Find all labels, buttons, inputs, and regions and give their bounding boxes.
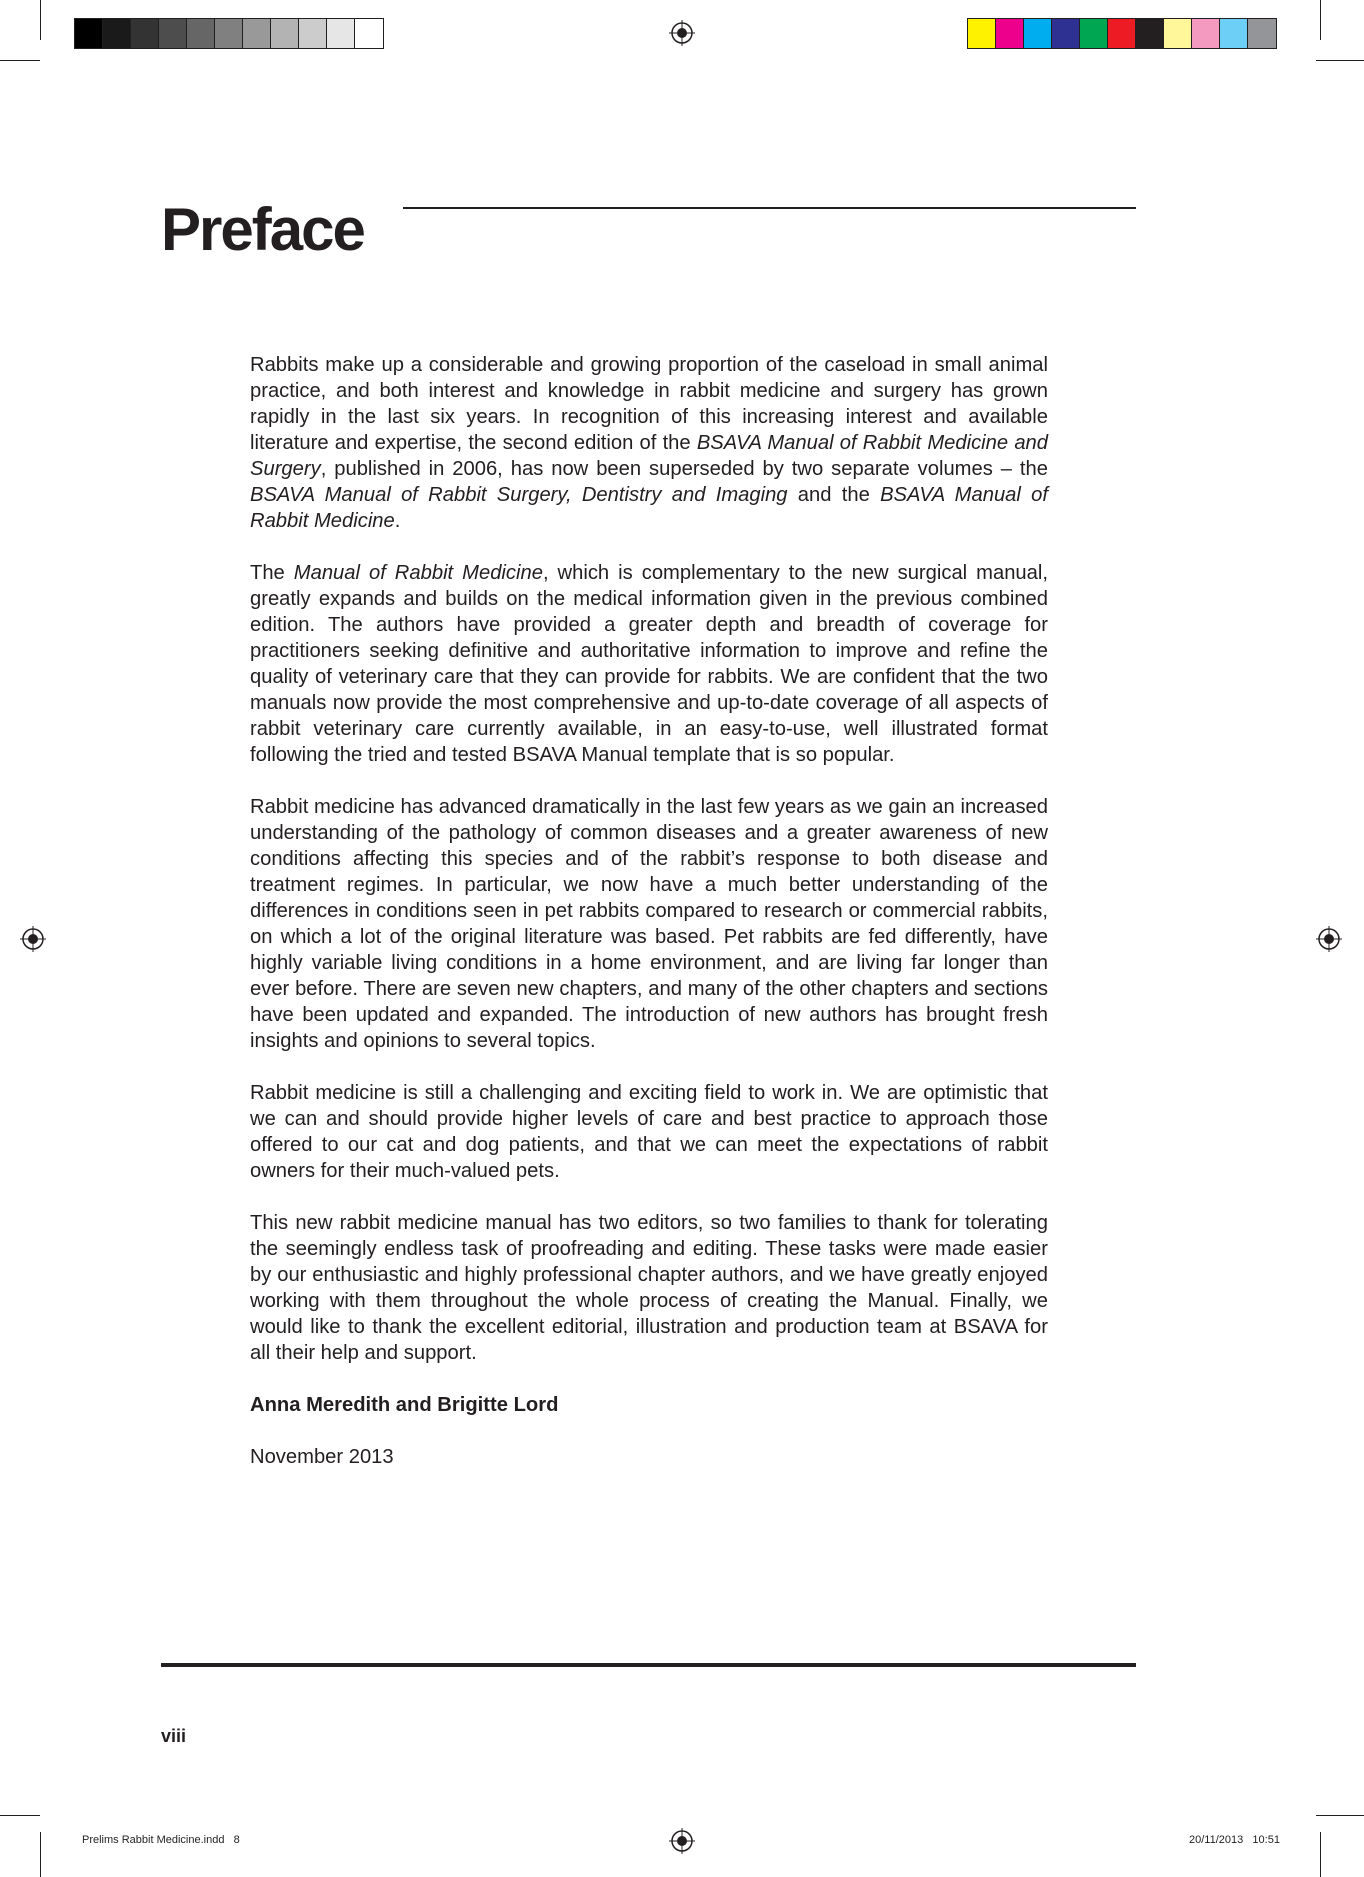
color-swatch xyxy=(1164,19,1192,48)
italic-title-run: BSAVA Manual of Rabbit Medicine xyxy=(250,484,1048,532)
color-swatch xyxy=(1052,19,1080,48)
text-run: , which is complementary to the new surgical manual, greatly expands and builds on the medical information given in the previous combined edition. The authors have provided a greater depth and breadth of coverage for practitioners seeking definitive and authoritative information to improve and refine the quality of veterinary care that they can provide for rabbits. We are confident that the two manuals now provide the most comprehensive and up-to-date coverage of all aspects of rabbit veterinary care currently available, in an easy-to-use, well illustrated format following the tried and tested BSAVA Manual template that is so popular. xyxy=(250,562,1048,766)
color-swatch xyxy=(968,19,996,48)
slug-datetime: 20/11/2013 10:51 xyxy=(1189,1834,1280,1846)
gray-swatch xyxy=(299,19,327,48)
registration-mark-icon xyxy=(669,1828,695,1854)
text-run: . xyxy=(394,510,401,532)
registration-mark-icon xyxy=(1316,926,1342,952)
grayscale-calibration-bar xyxy=(74,18,384,49)
paragraph xyxy=(250,794,1048,1054)
text-run: , published in 2006, has now been superseded by two separate volumes – the xyxy=(320,458,1048,480)
gray-swatch xyxy=(243,19,271,48)
text-run: Rabbit medicine has advanced dramatically in the last few years as we gain an increased understanding of the pathology of common diseases and a greater awareness of new conditions affecting this species and of the rabbit’s response to both disease and treatment regimes. In particular, we now have a much better understanding of the differences in conditions seen in pet rabbits compared to research or commercial rabbits, on which a lot of the original literature was based. Pet rabbits are fed differently, have highly variable living conditions in a home environment, and are living far longer than ever before. There are seven new chapters, and many of the other chapters and sections have been updated and expanded. The introduction of new authors has brought fresh insights and opinions to several topics. xyxy=(250,796,1048,1052)
gray-swatch xyxy=(159,19,187,48)
paragraph xyxy=(250,560,1048,768)
page-number: viii xyxy=(161,1726,187,1746)
italic-title-run: Manual of Rabbit Medicine xyxy=(293,562,543,584)
registration-mark-icon xyxy=(20,926,46,952)
title-rule xyxy=(403,207,1136,209)
gray-swatch xyxy=(131,19,159,48)
gray-swatch xyxy=(215,19,243,48)
color-swatch xyxy=(1136,19,1164,48)
paragraph xyxy=(250,352,1048,534)
footer-rule xyxy=(161,1663,1136,1667)
gray-swatch xyxy=(103,19,131,48)
color-swatch xyxy=(1248,19,1276,48)
color-swatch xyxy=(1024,19,1052,48)
color-swatch xyxy=(1108,19,1136,48)
text-run: Rabbit medicine is still a challenging and exciting field to work in. We are optimistic that we can and should provide higher levels of care and best practice to approach those offered to our cat and dog patients, and that we can meet the expectations of rabbit owners for their much-valued pets. xyxy=(250,1082,1048,1182)
registration-mark-icon xyxy=(669,20,695,46)
text-run: This new rabbit medicine manual has two editors, so two families to thank for tolerating the seemingly endless task of proofreading and editing. These tasks were made easier by our enthusiastic and highly professional chapter authors, and we have greatly enjoyed working with them throughout the whole process of creating the Manual. Finally, we would like to thank the excellent editorial, illustration and production team at BSAVA for all their help and support. xyxy=(250,1212,1048,1364)
slug-filename: Prelims Rabbit Medicine.indd 8 xyxy=(82,1834,240,1846)
text-run: Rabbits make up a considerable and growing proportion of the caseload in small animal practice, and both interest and knowledge in rabbit medicine and surgery has grown rapidly in the last six years. In recognition of this increasing interest and available literature and expertise, the second edition of the xyxy=(250,354,1048,454)
italic-title-run: BSAVA Manual of Rabbit Medicine and Surgery xyxy=(250,432,1048,480)
gray-swatch xyxy=(75,19,103,48)
gray-swatch xyxy=(355,19,383,48)
page-title: Preface xyxy=(161,196,364,263)
gray-swatch xyxy=(187,19,215,48)
signature-date: November 2013 xyxy=(250,1446,394,1468)
italic-title-run: BSAVA Manual of Rabbit Surgery, Dentistry and Imaging xyxy=(250,484,788,506)
color-swatch xyxy=(1080,19,1108,48)
color-calibration-bar xyxy=(967,18,1277,49)
paragraph xyxy=(250,1080,1048,1184)
color-swatch xyxy=(996,19,1024,48)
color-swatch xyxy=(1220,19,1248,48)
preface-body xyxy=(250,352,1048,1496)
gray-swatch xyxy=(327,19,355,48)
gray-swatch xyxy=(271,19,299,48)
text-run: and the xyxy=(787,484,881,506)
color-swatch xyxy=(1192,19,1220,48)
paragraph xyxy=(250,1210,1048,1366)
signature-names: Anna Meredith and Brigitte Lord xyxy=(250,1394,559,1416)
text-run: The xyxy=(250,562,294,584)
